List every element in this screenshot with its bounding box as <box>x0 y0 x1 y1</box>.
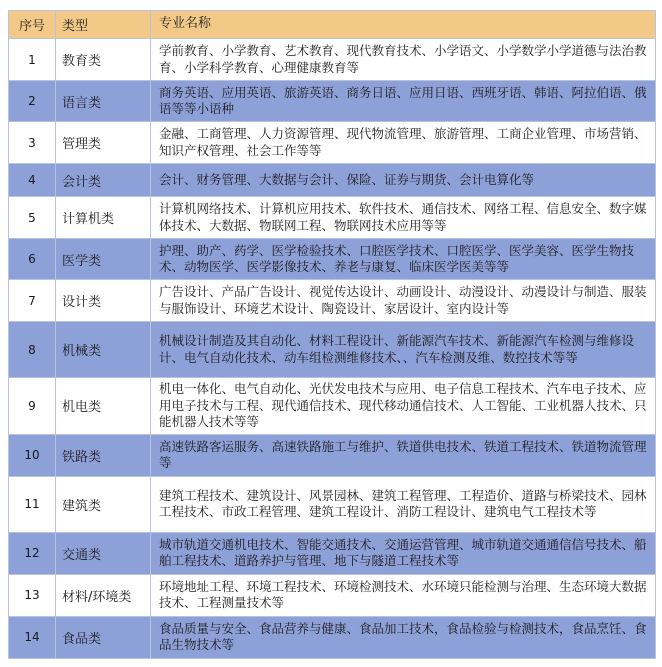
row-type: 管理类 <box>56 122 151 164</box>
row-majors: 食品质量与安全、食品营养与健康、食品加工技术，食品检验与检测技术，食品烹饪、食品生物技术等 <box>151 616 656 658</box>
row-index: 6 <box>9 239 56 280</box>
header-index: 序号 <box>9 11 56 39</box>
row-index: 9 <box>9 378 56 435</box>
row-type: 语言类 <box>56 81 151 122</box>
majors-table <box>8 10 656 659</box>
row-type: 教育类 <box>56 39 151 81</box>
table-row <box>9 574 656 616</box>
row-type: 机电类 <box>56 378 151 435</box>
row-majors: 计算机网络技术、计算机应用技术、软件技术、通信技术、网络工程、信息安全、数字媒体技术、大数据、物联网工程、物联网技术应用等等 <box>151 197 656 239</box>
row-majors: 会计、财务管理、大数据与会计、保险、证券与期货、会计电算化等 <box>151 164 656 197</box>
table-row <box>9 434 656 476</box>
row-majors: 高速铁路客运服务、高速铁路施工与维护、铁道供电技术、铁道工程技术、铁道物流管理等 <box>151 434 656 476</box>
table-row <box>9 378 656 435</box>
row-index: 5 <box>9 197 56 239</box>
row-majors: 护理、助产、药学、医学检验技术、口腔医学技术、口腔医学、医学美容、医学生物技术、动物医学、医学影像技术、养老与康复、临床医学医美等等 <box>151 239 656 280</box>
row-index: 8 <box>9 322 56 378</box>
header-type: 类型 <box>56 11 151 39</box>
table-header-row <box>9 11 656 39</box>
table-row <box>9 322 656 378</box>
row-type: 机械类 <box>56 322 151 378</box>
row-majors: 金融、工商管理、人力资源管理、现代物流管理、旅游管理、工商企业管理、市场营销、知识产权管理、社会工作等等 <box>151 122 656 164</box>
row-index: 4 <box>9 164 56 197</box>
row-type: 交通类 <box>56 532 151 574</box>
row-type: 会计类 <box>56 164 151 197</box>
table-row <box>9 81 656 122</box>
table-row <box>9 164 656 197</box>
row-index: 2 <box>9 81 56 122</box>
row-index: 10 <box>9 434 56 476</box>
table-row <box>9 280 656 322</box>
row-majors: 广告设计、产品广告设计、视觉传达设计、动画设计、动漫设计、动漫设计与制造、服装与服饰设计、环境艺术设计、陶瓷设计、家居设计、室内设计等 <box>151 280 656 322</box>
header-major: 专业名称 <box>151 11 656 39</box>
row-index: 7 <box>9 280 56 322</box>
row-index: 14 <box>9 616 56 658</box>
row-type: 医学类 <box>56 239 151 280</box>
table-row <box>9 239 656 280</box>
row-type: 材料/环境类 <box>56 574 151 616</box>
row-index: 11 <box>9 476 56 532</box>
table-row <box>9 197 656 239</box>
row-majors: 学前教育、小学教育、艺术教育、现代教育技术、小学语文、小学数学小学道德与法治教育、小学科学教育、心理健康教育等 <box>151 39 656 81</box>
row-majors: 建筑工程技术、建筑设计、风景园林、建筑工程管理、工程造价、道路与桥梁技术、园林工程技术、市政工程管理、建筑工程设计、消防工程设计、建筑电气工程技术等 <box>151 476 656 532</box>
row-type: 铁路类 <box>56 434 151 476</box>
row-majors: 机电一体化、电气自动化、光伏发电技术与应用、电子信息工程技术、汽车电子技术、应用电子技术与工程、现代通信技术、现代移动通信技术、人工智能、工业机器人技术、只能机器人技术等等 <box>151 378 656 435</box>
table-row <box>9 39 656 81</box>
row-index: 3 <box>9 122 56 164</box>
row-index: 13 <box>9 574 56 616</box>
row-majors: 环境地址工程、环境工程技术、环境检测技术、水环境只能检测与治理、生态环境大数据技术、工程测量技术等 <box>151 574 656 616</box>
row-type: 计算机类 <box>56 197 151 239</box>
table-row <box>9 532 656 574</box>
row-type: 食品类 <box>56 616 151 658</box>
table-row <box>9 616 656 658</box>
row-type: 建筑类 <box>56 476 151 532</box>
row-type: 设计类 <box>56 280 151 322</box>
table-row <box>9 122 656 164</box>
row-majors: 机械设计制造及其自动化、材料工程设计、新能源汽车技术、新能源汽车检测与维修设计、电气自动化技术、动车组检测维修技术、、汽车检测及维、数控技术等等 <box>151 322 656 378</box>
row-index: 12 <box>9 532 56 574</box>
table-row <box>9 476 656 532</box>
row-majors: 商务英语、应用英语、旅游英语、商务日语、应用日语、西班牙语、韩语、阿拉伯语、俄语等等小语种 <box>151 81 656 122</box>
row-majors: 城市轨道交通机电技术、智能交通技术、交通运营管理、城市轨道交通通信信号技术、船舶工程技术、道路养护与管理、地下与隧道工程技术等 <box>151 532 656 574</box>
row-index: 1 <box>9 39 56 81</box>
